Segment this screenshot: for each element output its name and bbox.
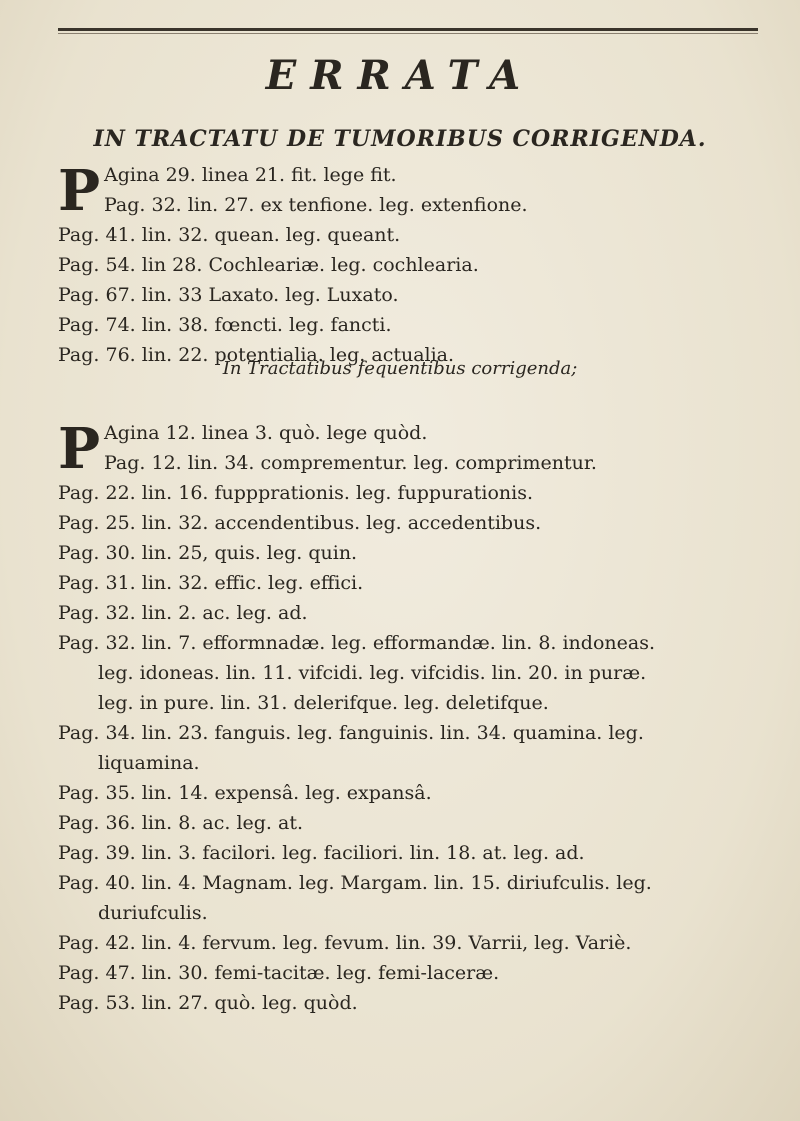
errata-line: Pag. 12. lin. 34. comprementur. leg. comprimentur.: [104, 452, 597, 474]
errata-line: Pag. 31. lin. 32. effic. leg. effici.: [58, 572, 364, 594]
errata-line: Pag. 54. lin 28. Cochleariæ. leg. cochlearia.: [58, 254, 479, 276]
errata-line: Pag. 30. lin. 25, quis. leg. quin.: [58, 542, 358, 564]
errata-line: Pag. 67. lin. 33 Laxato. leg. Luxato.: [58, 284, 399, 306]
errata-line: Pag. 42. lin. 4. fervum. leg. fevum. lin. 39. Varrii, leg. Variè.: [58, 932, 632, 954]
errata-line: Pag. 34. lin. 23. fanguis. leg. fanguinis. lin. 34. quamina. leg.: [58, 722, 644, 744]
top-rule: [58, 28, 758, 31]
errata-line: Pag. 36. lin. 8. ac. leg. at.: [58, 812, 304, 834]
errata-line: Pag. 41. lin. 32. quean. leg. queant.: [58, 224, 401, 246]
errata-line: Pag. 32. lin. 2. ac. leg. ad.: [58, 602, 308, 624]
errata-line: Pag. 22. lin. 16. fuppprationis. leg. fuppurationis.: [58, 482, 533, 504]
section-separator: In Tractatibus fequentibus corrigenda;: [222, 358, 578, 379]
drop-cap: P: [58, 158, 101, 224]
errata-line: liquamina.: [98, 752, 200, 774]
errata-line: Pag. 25. lin. 32. accendentibus. leg. accedentibus.: [58, 512, 542, 534]
errata-line: Pag. 39. lin. 3. facilori. leg. faciliori. lin. 18. at. leg. ad.: [58, 842, 585, 864]
errata-line: leg. in pure. lin. 31. delerifque. leg. deletifque.: [98, 692, 549, 714]
errata-line: Pag. 76. lin. 22. potentialia. leg. actualia.: [58, 344, 455, 366]
section-1-opening: [58, 158, 758, 224]
section-2-lines: [58, 478, 758, 1018]
errata-line: Pag. 32. lin. 7. efformnadæ. leg. efformandæ. lin. 8. indoneas.: [58, 632, 655, 654]
page-title: ERRATA: [265, 52, 535, 99]
errata-line: Pag. 40. lin. 4. Magnam. leg. Margam. lin. 15. diriufculis. leg.: [58, 872, 652, 894]
drop-cap: P: [58, 416, 101, 482]
errata-line: Pag. 32. lin. 27. ex tenfione. leg. extenfione.: [104, 194, 528, 216]
errata-line: Pag. 35. lin. 14. expensâ. leg. expansâ.: [58, 782, 432, 804]
errata-section-1: [58, 160, 758, 370]
errata-section-2: [58, 418, 758, 1018]
errata-line: leg. idoneas. lin. 11. vifcidi. leg. vifcidis. lin. 20. in puræ.: [98, 662, 647, 684]
errata-line: Pag. 74. lin. 38. fœncti. leg. fancti.: [58, 314, 392, 336]
errata-line: Pag. 53. lin. 27. quò. leg. quòd.: [58, 992, 358, 1014]
page-subtitle: IN TRACTATU DE TUMORIBUS CORRIGENDA.: [93, 126, 707, 152]
errata-line: Agina 12. linea 3. quò. lege quòd.: [104, 422, 428, 444]
section-2-opening: [58, 416, 758, 482]
errata-line: duriufculis.: [98, 902, 208, 924]
errata-line: Pag. 47. lin. 30. femi-tacitæ. leg. femi-laceræ.: [58, 962, 500, 984]
errata-line: Agina 29. linea 21. fit. lege fit.: [104, 164, 397, 186]
top-rule-thin: [58, 33, 758, 34]
